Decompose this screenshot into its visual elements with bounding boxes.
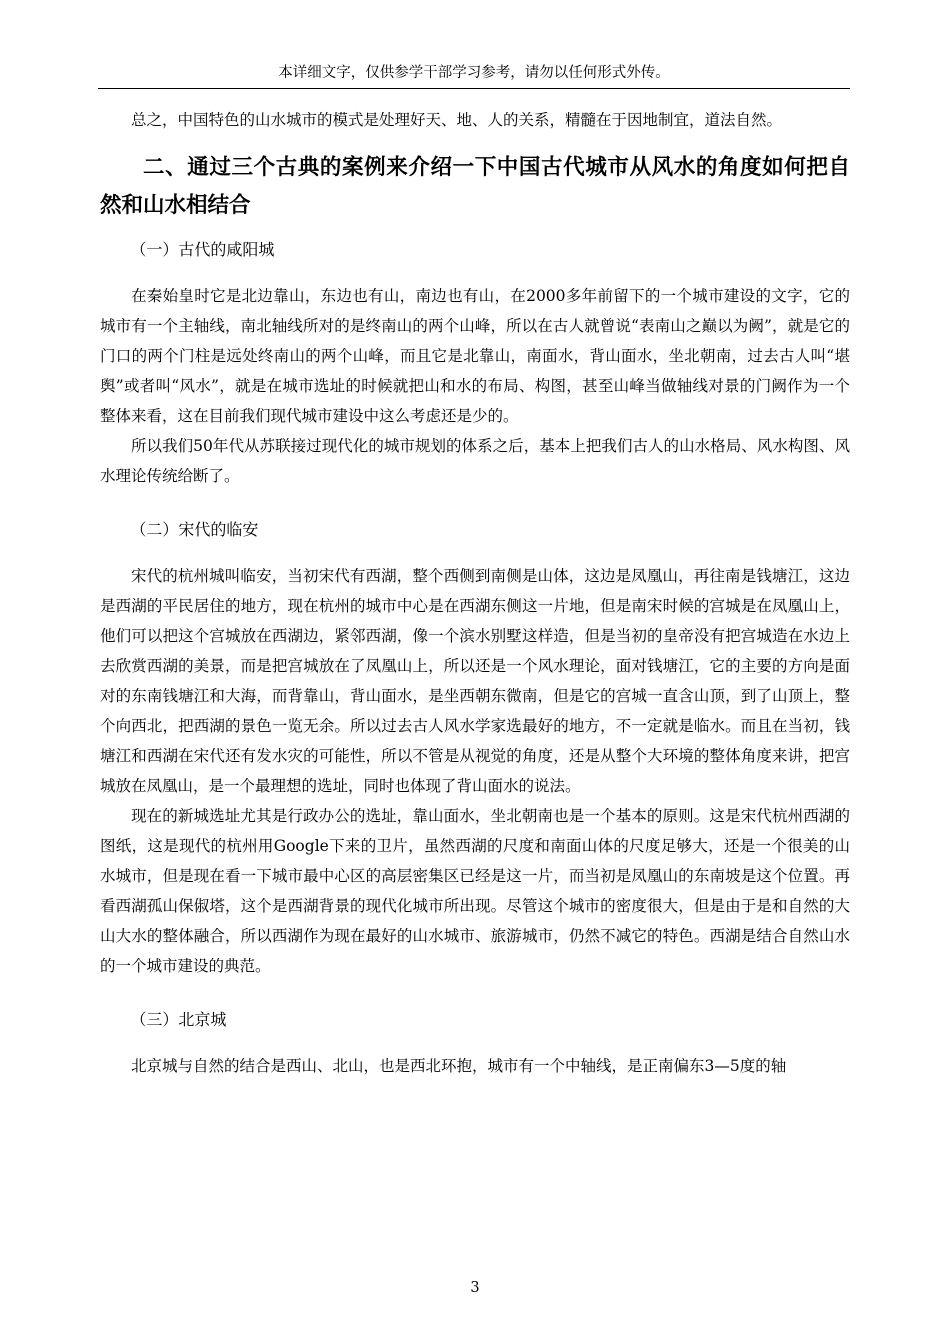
paragraph-xianyang-2: 所以我们50年代从苏联接过现代化的城市规划的体系之后，基本上把我们古人的山水格局、风水构图、风水理论传统给断了。 [100, 437, 850, 485]
intro-paragraph: 总之，中国特色的山水城市的模式是处理好天、地、人的关系，精髓在于因地制宜，道法自然。 [131, 111, 783, 129]
section-heading: 二、通过三个古典的案例来介绍一下中国古代城市从风水的角度如何把自然和山水相结合 [100, 155, 850, 218]
page-number: 3 [470, 1280, 480, 1296]
paragraph-linan-1: 宋代的杭州城叫临安，当初宋代有西湖，整个西侧到南侧是山体，这边是凤凰山，再往南是钱塘江，这边是西湖的平民居住的地方，现在杭州的城市中心是在西湖东侧这一片地，但是南宋时候的宫城是在凤凰山上，他们可以把这个宫城放在西湖边，紧邻西湖，像一个滨水别墅这样造，但是当初的皇帝没有把宫城造在水边上去欣赏西湖的美景，而是把宫城放在了凤凰山上，所以还是一个风水理论，面对钱塘江，它的主要的方向是面对的东南钱塘江和大海，而背靠山，背山面水，是坐西朝东微南，但是它的宫城一直含山顶，到了山顶上，整个向西北，把西湖的景色一览无余。所以过去古人风水学家选最好的地方，不一定就是临水。而且在当初，钱塘江和西湖在宋代还有发水灾的可能性，所以不管是从视觉的角度，还是从整个大环境的整体角度来讲，把宫城放在凤凰山，是一个最理想的选址，同时也体现了背山面水的说法。 [100, 567, 850, 795]
spacer [100, 981, 850, 997]
spacer [100, 491, 850, 507]
header-notice: 本详细文字，仅供参学干部学习参考，请勿以任何形式外传。 [278, 65, 670, 81]
subsection-heading-linan: （二）宋代的临安 [130, 520, 259, 539]
page-content [100, 105, 850, 1081]
paragraph-beijing-1: 北京城与自然的结合是西山、北山，也是西北环抱，城市有一个中轴线，是正南偏东3—5度的轴 [131, 1057, 787, 1075]
paragraph-xianyang-1: 在秦始皇时它是北边靠山，东边也有山，南边也有山，在2000多年前留下的一个城市建设的文字，它的城市有一个主轴线，南北轴线所对的是终南山的两个山峰，所以在古人就曾说“表南山之巅以为阙”，就是它的门口的两个门柱是远处终南山的两个山峰，而且它是北靠山，南面水，背山面水，坐北朝南，过去古人叫“堪舆”或者叫“风水”，就是在城市选址的时候就把山和水的布局、构图，甚至山峰当做轴线对景的门阙作为一个整体来看，这在目前我们现代城市建设中这么考虑还是少的。 [100, 287, 850, 425]
header-divider [98, 88, 850, 89]
subsection-heading-beijing: （三）北京城 [130, 1010, 227, 1029]
paragraph-linan-2: 现在的新城选址尤其是行政办公的选址，靠山面水，坐北朝南也是一个基本的原则。这是宋代杭州西湖的图纸，这是现代的杭州用Google下来的卫片，虽然西湖的尺度和南面山体的尺度足够大，还是一个很美的山水城市，但是现在看一下城市最中心区的高层密集区已经是这一片，而当初是凤凰山的东南坡是这个位置。再看西湖孤山保俶塔，这个是西湖背景的现代化城市所出现。尽管这个城市的密度很大，但是由于是和自然的大山大水的整体融合，所以西湖作为现在最好的山水城市、旅游城市，仍然不减它的特色。西湖是结合自然山水的一个城市建设的典范。 [100, 807, 850, 975]
subsection-heading-xianyang: （一）古代的咸阳城 [130, 240, 275, 259]
